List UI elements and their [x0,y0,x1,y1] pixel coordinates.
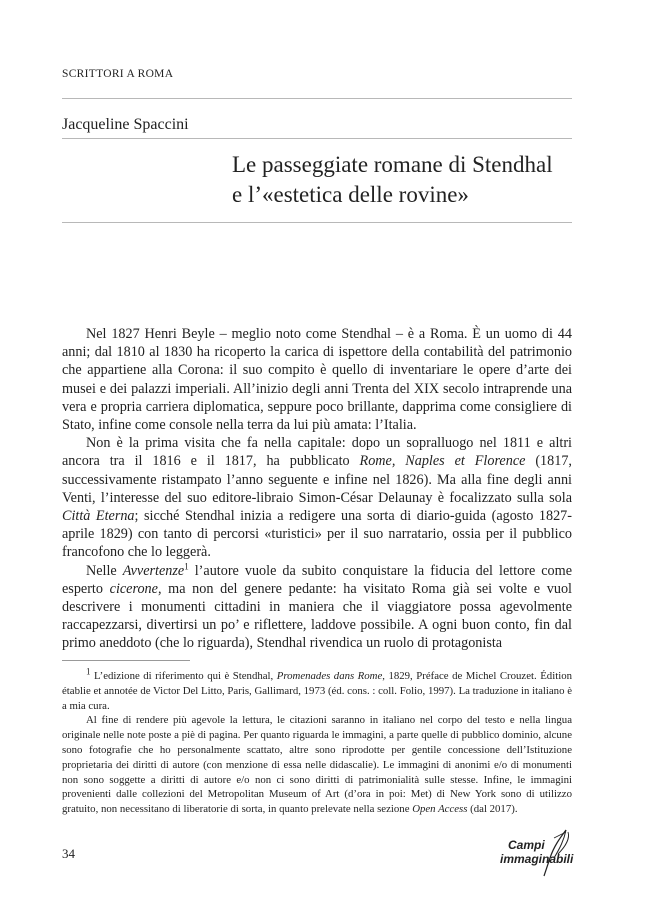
footnotes [62,666,572,817]
footnote-2 [62,713,572,817]
citta-eterna: Città Eterna [62,508,135,525]
page-number: 34 [62,846,75,861]
cicerone: cicerone [109,580,158,597]
paragraph-3-text-b: l’autore vuole da subito conquistare la fiducia del lettore come esperto [62,562,572,597]
author-rule [62,138,572,139]
paragraph-2-text-b: (1817, successivamente ristampato l’anno seguente e infine nel 1826). Ma alla fine degli anni Venti, l’interesse del suo editore-libraio Simon-César Delaunay è focalizzato sulla sola [62,453,572,506]
paragraph-2-text-c: ; sicché Stendhal inizia a redigere una sorta di diario-guida (agosto 1827-aprile 1829) con tanto di percorsi «turistici» per il suo narratario, ossia per il pubblico francofono che lo leggerà. [62,508,572,561]
article-title [232,150,572,210]
article-author: Jacqueline Spaccini [62,116,189,133]
header-rule [62,98,572,99]
logo-text-immaginabili: immaginabili [500,852,574,866]
avvertenze: Avvertenze [122,562,185,579]
footnote-1-text-a: L’edizione di riferimento qui è Stendhal, [90,670,277,682]
paragraph-3 [62,562,572,653]
footnote-1-marker: 1 [86,666,91,677]
footnote-ref-1[interactable]: 1 [184,560,189,571]
paragraph-1: Nel 1827 Henri Beyle – meglio noto come Stendhal – è a Roma. È un uomo di 44 anni; dal 1810 al 1830 ha ricoperto la carica di ispettore della contabilità del patrimonio che appartiene alla Corona: il suo compito è quello di inventariare le opere d’arte dei musei e dei palazzi imperiali. All’inizio degli anni Trenta del XIX secolo intraprende una vera e propria carriera diplomatica, seppure poco brillante, dapprima come consigliere di Stato, infine come console nella terra da lui più amata: l’Italia. [62,326,572,434]
title-rule [62,222,572,223]
footnote-1 [62,666,572,713]
footnote-rule [62,660,190,661]
footnote-2-text-b: (dal 2017). [467,803,518,816]
publisher-logo [500,828,576,878]
paragraph-2-text-a: Non è la prima visita che fa nella capitale: dopo un sopralluogo nel 1811 e altri ancora tra il 1816 e il 1817, ha pubblicato [62,435,572,470]
open-access: Open Access [412,803,468,816]
book-title-rome-naples: Rome, Naples et Florence [359,453,526,470]
paragraph-3-text-a: Nelle [86,562,123,579]
book-title-promenades: Promenades dans Rome [276,670,383,682]
paragraph-2 [62,434,572,561]
logo-text-campi: Campi [508,838,545,852]
article-title-line-2: e l’«estetica delle rovine» [232,182,469,207]
footnote-1-text-b: , 1829, Préface de Michel Crouzet. Édition établie et annotée de Victor Del Litto, Paris, Gallimard, 1973 (éd. cons. : coll. Folio, 1997). La traduzione in italiano è a mia cura. [62,670,572,712]
footnote-2-text-a: Al fine di rendere più agevole la lettura, le citazioni saranno in italiano nel corpo del testo e nella lingua originale nelle note poste a piè di pagina. Per quanto riguarda le immagini, a parte quelle di pubblico dominio, alcune sono fotografie che ho personalmente scattato, altre sono riprodotte per gentile concessione dell’Istituzione proprietaria dei diritti di autore (con menzione di essa nelle didascalie). Le immagini di anonimi e/o di monumenti non sono soggette a diritti di autore e/o non ci sono diritti di patrimonialità sulle stesse. Infine, le immagini provenienti dalle collezioni del Metropolitan Museum of Art (d’ora in poi: Met) di New York sono di utilizzo gratuito, non necessitano di liberatorie di sorta, in quanto prelevate nella sezione [62,714,572,816]
article-title-line-1: Le passeggiate romane di Stendhal [232,152,553,177]
body-text [62,325,572,653]
paragraph-3-text-c: , ma non del genere pedante: ha visitato Roma già sei volte e vuol descrivere i monumenti cittadini in maniera che il viaggiatore possa agevolmente raccapezzarsi, divertirsi un po’ e riflettere, laddove possibile. A ogni buon conto, fin dal primo aneddoto (che lo riguarda), Stendhal rivendica un ruolo di protagonista [62,580,572,652]
series-label: SCRITTORI A ROMA [62,68,174,80]
